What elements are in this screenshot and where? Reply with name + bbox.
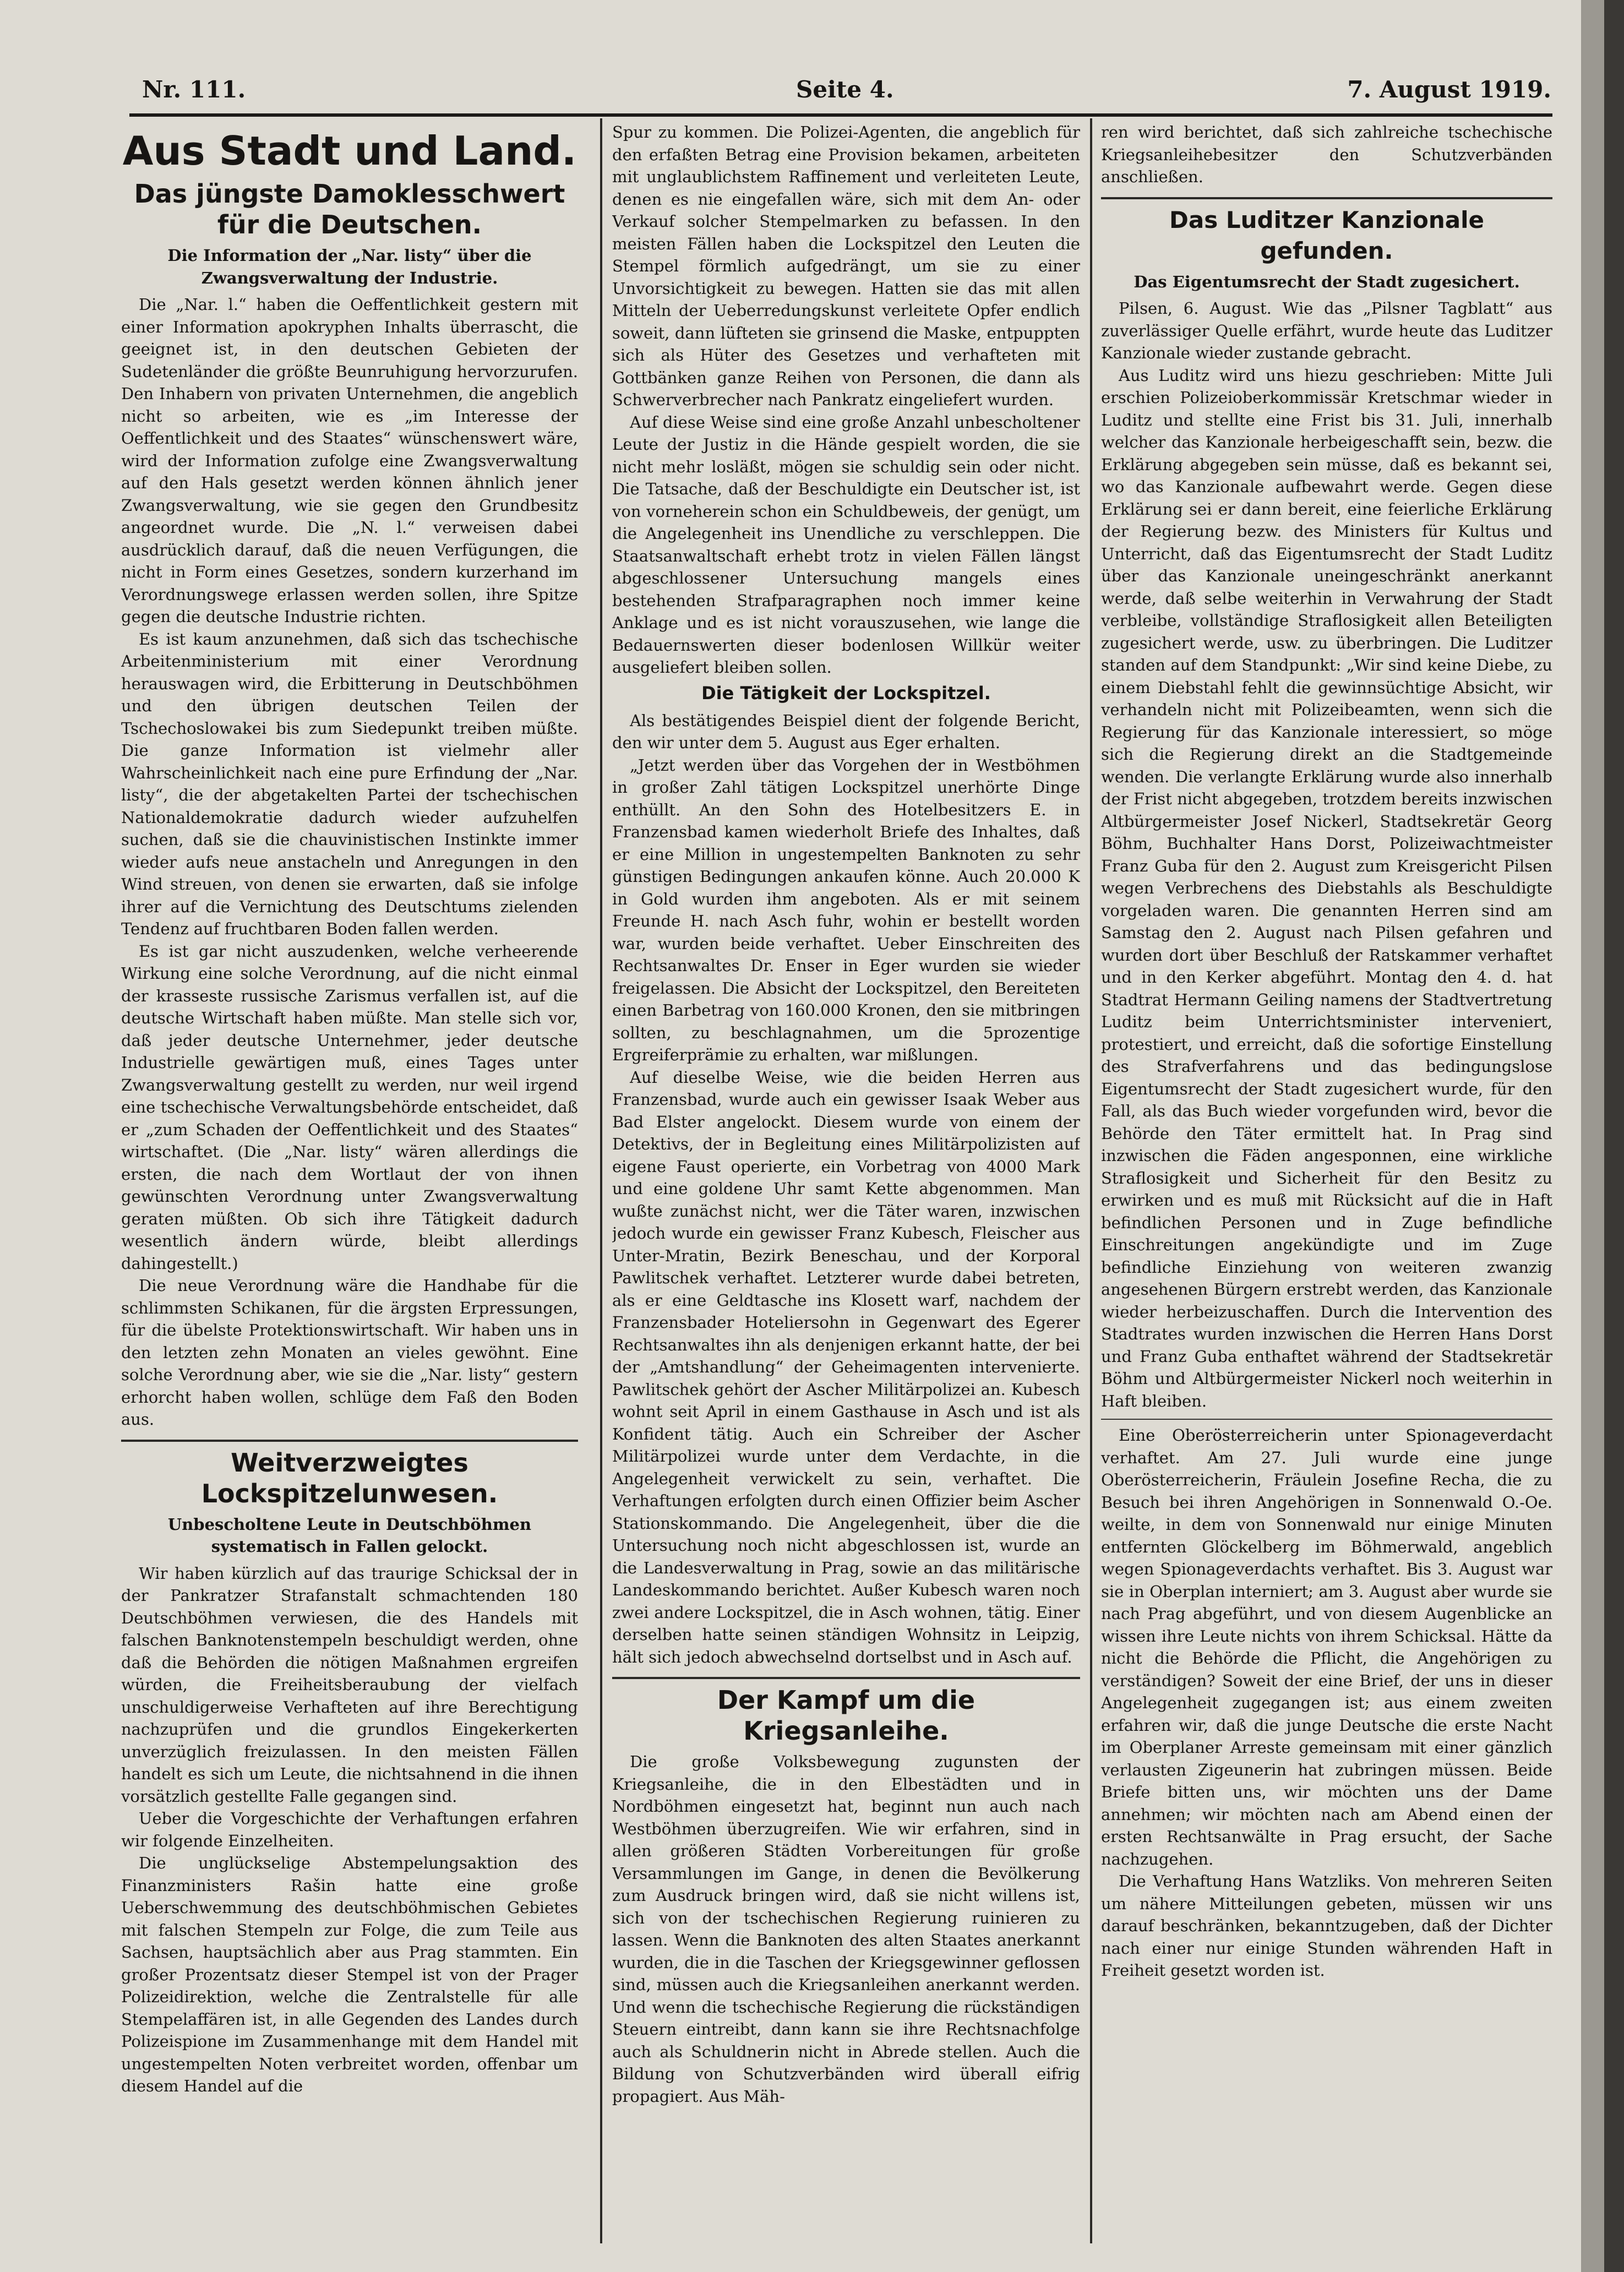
header-rule <box>129 113 1552 117</box>
column-3 <box>1101 121 1552 2246</box>
article-paragraph: Die „Nar. l.“ haben die Oeffentlichkeit gestern mit einer Information apokryphen Inhalts überrascht, die geeignet ist, in den deutschen Gebieten der Sudetenländer die größte Beunruhigung hervorzurufen. Den Inhabern von privaten Unternehmen, die angeblich nicht so arbeiten, wie es „im Interesse der Oeffentlichkeit und des Staates“ wünschenswert wäre, wird der Information zufolge eine Zwangsverwaltung auf den Hals gesetzt werden können ähnlich jener Zwangsverwaltung, wie sie gegen den Grundbesitz angeordnet wurde. Die „N. l.“ verweisen dabei ausdrücklich darauf, daß die neuen Verfügungen, die nicht in Form eines Gesetzes, sondern kurzerhand im Verordnungswege erlassen werden sollen, ihre Spitze gegen die deutsche Industrie richten. <box>121 295 578 626</box>
issue-number: Nr. 111. <box>142 76 246 103</box>
article-paragraph: ren wird berichtet, daß sich zahlreiche tschechische Kriegsanleihebesitzer den Schutzverbänden anschließen. <box>1101 123 1552 186</box>
article-paragraph: Die neue Verordnung wäre die Handhabe für die schlimmsten Schikanen, für die ärgsten Erpressungen, für die übelste Protektionswirtschaft. Wir haben uns in den letzten zehn Monaten an vieles gewöhnt. Eine solche Verordnung aber, wie sie die „Nar. listy“ gestern erhorcht haben wollen, schlüge dem Faß den Boden aus. <box>121 1276 578 1429</box>
article-paragraph: „Jetzt werden über das Vorgehen der in Westböhmen in großer Zahl tätigen Lockspitzel unerhörte Dinge enthüllt. An den Sohn des Hotelbesitzers E. in Franzensbad kamen wiederholt Briefe des Inhaltes, daß er eine Million in ungestempelten Banknoten zu sehr günstigen Bedingungen ankaufen könne. Auch 20.000 K in Gold wurden ihm angeboten. Als er mit seinem Freunde H. nach Asch fuhr, wohin er bestellt worden war, wurden beide verhaftet. Ueber Einschreiten des Rechtsanwaltes Dr. Enser in Eger wurden sie wieder freigelassen. Die Absicht der Lockspitzel, den Bereiteten einen Barbetrag von 160.000 Kronen, den sie mitbringen sollten, zu beschlagnahmen, um die 5prozentige Ergreiferprämie zu erhalten, war mißlungen. <box>612 755 1080 1064</box>
article-paragraph: Es ist gar nicht auszudenken, welche verheerende Wirkung eine solche Verordnung, auf die nicht einmal der krasseste russische Zarismus verfallen ist, auf die deutsche Wirtschaft haben müßte. Man stelle sich vor, daß jeder deutsche Unternehmer, jeder deutsche Industrielle gewärtigen muß, eines Tages unter Zwangsverwaltung gestellt zu werden, nur weil irgend eine tschechische Verwaltungsbehörde entscheidet, daß er „zum Schaden der Oeffentlichkeit und des Staates“ wirtschaftet. (Die „Nar. listy“ wären allerdings die ersten, die nach dem Wortlaut der von ihnen gewünschten Verordnung unter Zwangsverwaltung geraten müßten. Ob sich ihre Tätigkeit dadurch wesentlich ändern würde, bleibt allerdings dahingestellt.) <box>121 941 578 1273</box>
column-divider <box>1090 118 1092 2243</box>
page-edge-shadow <box>1581 0 1604 2272</box>
article-divider <box>1101 1419 1552 1420</box>
article-divider <box>121 1440 578 1442</box>
issue-date: 7. August 1919. <box>1347 76 1551 103</box>
section-title: Aus Stadt und Land. <box>122 128 577 174</box>
article-deck: Die Information der „Nar. listy“ über die Zwangsverwaltung der Industrie. <box>167 246 532 287</box>
article-paragraph: Die Verhaftung Hans Watzliks. Von mehreren Seiten um nähere Mitteilungen gebeten, müssen wir uns darauf beschränken, bekanntzugeben, daß der Dichter nach einer nur einige Stunden währenden Haft in Freiheit gesetzt worden ist. <box>1101 1872 1552 1980</box>
article-paragraph: Es ist kaum anzunehmen, daß sich das tschechische Arbeitenministerium mit einer Verordnung herauswagen wird, die Erbitterung in Deutschböhmen und den übrigen deutschen Teilen der Tschechoslowakei bis zum Siedepunkt treiben müßte. Die ganze Information ist vielmehr aller Wahrscheinlichkeit nach eine pure Erfindung der „Nar. listy“, die der abgetakelten Partei der tschechischen Nationaldemokratie dadurch wieder aufzuhelfen suchen, daß sie die chauvinistischen Instinkte immer wieder aufs neue anstacheln und Anregungen in den Wind streuen, von denen sie erwarten, daß sie infolge ihrer auf die Vernichtung des Deutschtums zielenden Tendenz auf fruchtbaren Boden fallen werden. <box>121 629 578 938</box>
scan-border <box>1604 0 1624 2272</box>
article-paragraph: Spur zu kommen. Die Polizei-Agenten, die angeblich für den erfaßten Betrag eine Provision bekamen, arbeiteten mit unglaublichstem Raffinement und verleiteten Leute, denen es nie eingefallen wäre, sich mit dem An- oder Verkauf solcher Stempelmarken zu befassen. In den meisten Fällen haben die Lockspitzel den Leuten die Stempel förmlich aufgedrängt, um sie zu einer Unvorsichtigkeit zu bewegen. Hatten sie das mit allen Mitteln der Ueberredungskunst verleitete Opfer endlich soweit, dann lüfteten sie grinsend die Maske, entpuppten sich als Hüter des Gesetzes und verhafteten mit Gottbänken ganze Reihen von Personen, die dann als Schwerverbrecher nach Pankratz eingeliefert wurden. <box>612 123 1080 409</box>
column-divider <box>600 118 602 2243</box>
article-paragraph: Die unglückselige Abstempelungsaktion des Finanzministers Rašin hatte eine große Ueberschwemmung des deutschböhmischen Gebietes mit falschen Stempeln zur Folge, die zum Teile aus Sachsen, hauptsächlich aber aus Prag stammten. Ein großer Prozentsatz dieser Stempel ist von der Prager Polizeidirektion, welche die Zentralstelle für alle Stempelaffären ist, in alle Gegenden des Landes durch Polizeispione im Zusammenhange mit dem Handel mit ungestempelten Noten verbreitet worden, offenbar um diesem Handel auf die <box>121 1854 578 2095</box>
article-headline: Der Kampf um die Kriegsanleihe. <box>717 1685 976 1746</box>
column-2 <box>612 121 1080 2246</box>
article-deck: Unbescholtene Leute in Deutschböhmen systematisch in Fallen gelockt. <box>167 1514 532 1556</box>
column-1 <box>121 121 578 2246</box>
article-paragraph: Auf dieselbe Weise, wie die beiden Herren aus Franzensbad, wurde auch ein gewisser Isaak Weber aus Bad Elster angelockt. Diesem wurde von einem der Detektivs, der in Begleitung eines Militärpolizisten auf eigene Faust operierte, ein Vorbetrag von 4000 Mark und eine goldene Uhr samt Kette abgenommen. Man wußte zunächst nicht, wer die Täter waren, inzwischen jedoch wurde ein gewisser Franz Kubesch, Fleischer aus Unter-Mratin, Bezirk Beneschau, und der Korporal Pawlitschek verhaftet. Letzterer wurde dabei betreten, als er eine Geldtasche ins Klosett warf, nachdem der Franzensbader Hoteliersohn in Gegenwart des Egerer Rechtsanwaltes ihn als denjenigen erkannt hatte, der bei der „Amtshandlung“ der Geheimagenten intervenierte. Pawlitschek gehört der Ascher Militärpolizei an. Kubesch wohnt seit April in einem Gasthause in Asch und ist als Konfident tätig. Auch ein Schreiber der Ascher Militärpolizei wurde unter dem Verdachte, in die Angelegenheit verwickelt zu sein, verhaftet. Die Verhaftungen erfolgten durch einen Offizier beim Ascher Stationskommando. Die Angelegenheit, über die die Untersuchung noch nicht abgeschlossen ist, wurde an die Landesverwaltung in Prag, sowie an das militärische Landeskommando berichtet. Außer Kubesch waren noch zwei andere Lockspitzel, die in Asch wohnen, tätig. Einer derselben hatte seinen ständigen Wohnsitz in Leipzig, hält sich jedoch abwechselnd dortselbst und in Asch auf. <box>612 1067 1080 1666</box>
article-headline: Das jüngste Damoklesschwert für die Deutschen. <box>134 179 565 239</box>
article-paragraph: Eine Oberösterreicherin unter Spionageverdacht verhaftet. Am 27. Juli wurde eine junge Oberösterreicherin, Fräulein Josefine Recha, die zu Besuch bei ihren Angehörigen in Sonnenwald O.-Oe. weilte, in dem von Sonnenwald nur einige Minuten entfernten Glöckelberg im Böhmerwald, angeblich wegen Spionageverdachts verhaftet. Bis 3. August war sie in Oberplan interniert; am 3. August aber wurde sie nach Prag abgeführt, und von diesem Augenblicke an wissen ihre Leute nichts von ihrem Schicksal. Hätte da nicht die Behörde die Pflicht, die Angehörigen zu verständigen? Soweit der eine Brief, der uns in dieser Angelegenheit zugegangen ist; aus einem zweiten erfahren wir, daß die junge Deutsche die erste Nacht im Oberplaner Arreste gemeinsam mit einer gänzlich verlausten Zigeunerin hat zubringen müssen. Beide Briefe bitten uns, wir möchten uns der Dame annehmen; wir möchten nach am Abend einen der ersten Rechtsanwälte in Prag ersucht, der Sache nachzugehen. <box>1101 1426 1552 1868</box>
page-number: Seite 4. <box>796 76 894 103</box>
article-paragraph: Ueber die Vorgeschichte der Verhaftungen erfahren wir folgende Einzelheiten. <box>121 1809 578 1850</box>
article-divider <box>1101 197 1552 199</box>
page-header <box>142 76 1551 109</box>
article-paragraph: Auf diese Weise sind eine große Anzahl unbescholtener Leute der Justiz in die Hände gespielt worden, die sie nicht mehr losläßt, mögen sie schuldig sein oder nicht. Die Tatsache, daß der Beschuldigte ein Deutscher ist, ist von vorneherein schon ein Schuldbeweis, der genügt, um die Angelegenheit ins Unendliche zu verschleppen. Die Staatsanwaltschaft erhebt trotz in vielen Fällen längst abgeschlossener Untersuchung mangels eines bestehenden Strafparagraphen noch immer keine Anklage und es ist nicht vorauszusehen, wie lange die Bedauernswerten dieser bodenlosen Willkür weiter ausgeliefert bleiben sollen. <box>612 412 1080 677</box>
article-divider <box>612 1677 1080 1679</box>
article-headline: Weitverzweigtes Lockspitzelunwesen. <box>201 1447 498 1508</box>
article-subheading: Die Tätigkeit der Lockspitzel. <box>701 682 991 704</box>
article-paragraph: Als bestätigendes Beispiel dient der folgende Bericht, den wir unter dem 5. August aus Eger erhalten. <box>612 711 1080 752</box>
article-headline: Das Luditzer Kanzionale gefunden. <box>1169 206 1484 264</box>
article-paragraph: Pilsen, 6. August. Wie das „Pilsner Tagblatt“ aus zuverlässiger Quelle erfährt, wurde heute das Luditzer Kanzionale wieder zustande gebracht. <box>1101 299 1552 362</box>
article-paragraph: Wir haben kürzlich auf das traurige Schicksal der in der Pankratzer Strafanstalt schmachtenden 180 Deutschböhmen verwiesen, die des Handels mit falschen Banknotenstempeln beschuldigt werden, ohne daß die Behörden die nötigen Maßnahmen ergreifen würden, die Freiheitsberaubung der vielfach unschuldigerweise Verhafteten auf ihre Berechtigung nachzuprüfen und die grundlos Eingekerkerten unverzüglich freizulassen. In den meisten Fällen handelt es sich um Leute, die nichtsahnend in die ihnen vorsätzlich gestellte Falle gegangen sind. <box>121 1563 578 1806</box>
article-paragraph: Die große Volksbewegung zugunsten der Kriegsanleihe, die in den Elbestädten und in Nordböhmen eingesetzt hat, beginnt nun auch nach Westböhmen überzugreifen. Wie wir erfahren, sind in allen größeren Städten Vorbereitungen für große Versammlungen im Gange, in denen die Bevölkerung zum Ausdruck bringen wird, daß sie nicht willens ist, sich von der tschechischen Regierung ruinieren zu lassen. Wenn die Banknoten des alten Staates anerkannt wurden, die in die Taschen der Kriegsgewinner geflossen sind, müssen auch die Kriegsanleihen anerkannt werden. Und wenn die tschechische Regierung die rückständigen Steuern eintreibt, dann kann sie ihre Rechtsnachfolge auch als Schuldnerin nicht in Abrede stellen. Auch die Bildung von Schutzverbänden wird überall eifrig propagiert. Aus Mäh- <box>612 1752 1080 2106</box>
article-deck: Das Eigentumsrecht der Stadt zugesichert. <box>1133 272 1520 291</box>
article-paragraph: Aus Luditz wird uns hiezu geschrieben: Mitte Juli erschien Polizeioberkommissär Kretschmar wieder in Luditz und stellte eine Frist bis 31. Juli, innerhalb welcher das Kanzionale herbeigeschafft sein, bezw. die Erklärung abgegeben sein müsse, daß es bekannt sei, wo das Kanzionale aufbewahrt werde. Gegen diese Erklärung sei er dann bereit, eine feierliche Erklärung der Regierung bezw. des Ministers für Kultus und Unterricht, daß das Eigentumsrecht der Stadt Luditz über das Kanzionale uneingeschränkt anerkannt werde, daß selbe weiterhin in Verwahrung der Stadt verbleibe, vollständige Straflosigkeit allen Beteiligten zugesichert werde, usw. zu überbringen. Die Luditzer standen auf dem Standpunkt: „Wir sind keine Diebe, zu einem Diebstahl fehlt die gewinnsüchtige Absicht, wir verhandeln nicht mit Polizeibeamten, wenn sich die Regierung für das Kanzionale interessiert, so möge sich die Regierung direkt an die Stadtgemeinde wenden. Die verlangte Erklärung wurde also innerhalb der Frist nicht abgegeben, trotzdem bereits inzwischen Altbürgermeister Josef Nickerl, Stadtsekretär Georg Böhm, Buchhalter Hans Dorst, Polizeiwachtmeister Franz Guba für den 2. August zum Kreisgericht Pilsen wegen Verbrechens des Diebstahls als Beschuldigte vorgeladen waren. Die genannten Herren sind am Samstag den 2. August nach Pilsen gefahren und wurden dort über Beschluß der Ratskammer verhaftet und in den Kerker abgeführt. Montag den 4. d. hat Stadtrat Hermann Geiling namens der Stadtvertretung Luditz beim Unterrichtsminister interveniert, protestiert, und erreicht, daß die sofortige Einstellung des Strafverfahrens und das bedingungslose Eigentumsrecht der Stadt zugesichert wurde, für den Fall, als das Buch wieder vorgefunden wird, bevor die Behörde den Täter ermittelt hat. In Prag sind inzwischen die Fäden angesponnen, eine wirkliche Straflosigkeit und Sicherheit für den Besitz zu erwirken und es muß mit Rücksicht auf die in Haft befindlichen Personen und in Zuge befindliche Einschreitungen angekündigte und im Zuge befindliche Einziehung von weiteren zwanzig angesehenen Bürgern erstrebt werden, das Kanzionale wieder herbeizuschaffen. Durch die Intervention des Stadtrates wurden inzwischen die Herren Hans Dorst und Franz Guba enthaftet während der Stadtsekretär Böhm und Altbürgermeister Nickerl noch weiterhin in Haft bleiben. <box>1101 366 1552 1410</box>
